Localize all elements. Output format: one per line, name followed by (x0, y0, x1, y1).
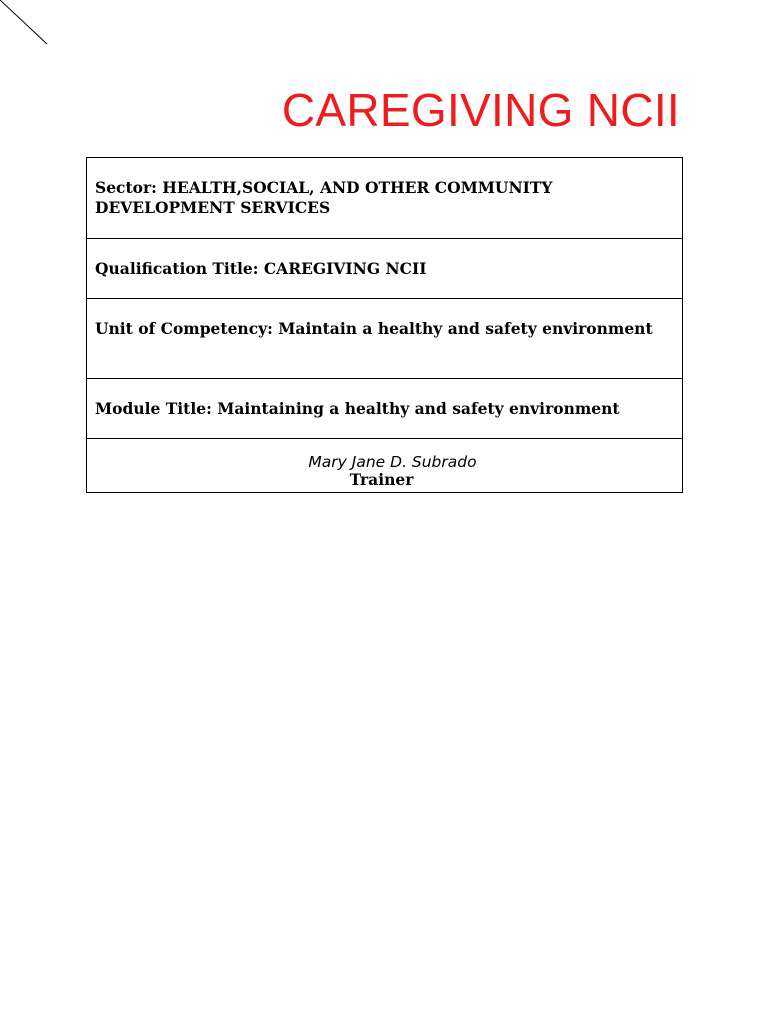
trainer-name: Mary Jane D. Subrado (308, 453, 477, 471)
unit-of-competency-row: Unit of Competency: Maintain a healthy and safety environment (87, 298, 682, 378)
trainer-row (87, 438, 682, 492)
info-table (86, 157, 683, 493)
document-title: CAREGIVING NCII (281, 84, 680, 136)
sector-row: Sector: HEALTH,SOCIAL, AND OTHER COMMUNITY DEVELOPMENT SERVICES (95, 178, 553, 217)
corner-diagonal-line (0, 0, 50, 50)
qualification-title-row: Qualification Title: CAREGIVING NCII (87, 238, 682, 298)
trainer-role: Trainer (349, 470, 414, 489)
module-title-row: Module Title: Maintaining a healthy and safety environment (87, 378, 682, 438)
